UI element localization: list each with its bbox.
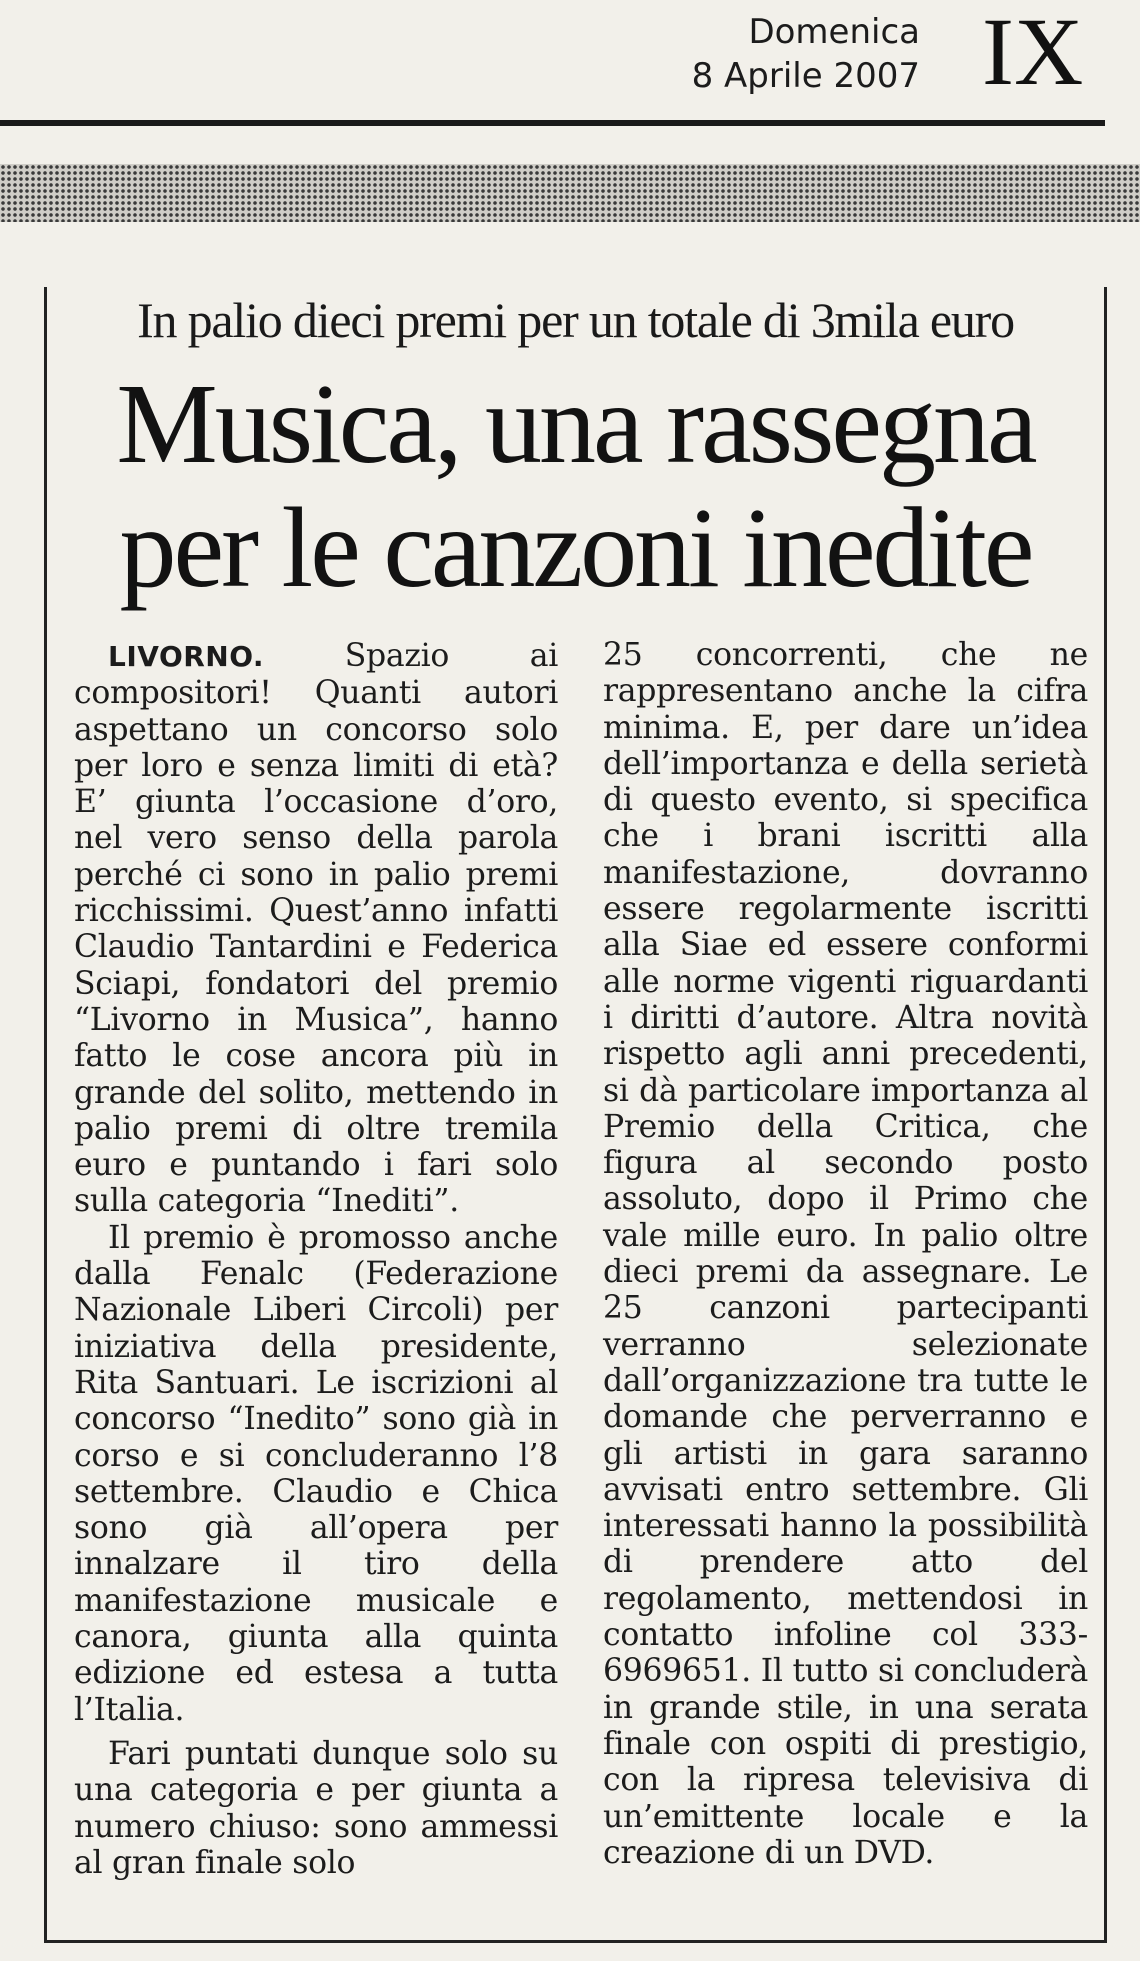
paragraph: Fari puntati dunque solo su una categoria e per giunta a numero chiuso: sono ammessi al gran finale solo	[74, 1735, 558, 1881]
page-number: IX	[982, 0, 1084, 105]
header-rule	[0, 120, 1105, 126]
paragraph	[74, 638, 558, 1220]
dateline: LIVORNO.	[108, 640, 265, 673]
article-kicker: In palio dieci premi per un totale di 3mila euro	[137, 292, 1014, 348]
article-headline	[44, 362, 1107, 610]
paragraph-text: Spazio ai compositori! Quanti autori aspettano un concorso solo per loro e senza limiti di età? E’ giunta l’occasione d’oro, nel vero senso della parola perché ci sono in palio premi ricchissimi. Quest’anno infatti Claudio Tantardini e Federica Sciapi, fondatori del premio “Livorno in Musica”, hanno fatto le cose ancora più in grande del solito, mettendo in palio premi di oltre tremila euro e puntando i fari solo sulla categoria “Inediti”.	[74, 638, 559, 1220]
date: 8 Aprile 2007	[691, 56, 920, 96]
headline-line-2: per le canzoni inedite	[119, 484, 1032, 611]
page-date	[640, 10, 920, 98]
halftone-band	[0, 164, 1140, 222]
paragraph: Il premio è promosso anche dalla Fenalc (Federazione Nazionale Liberi Circoli) per iniziativa della presidente, Rita Santuari. Le iscrizioni al concorso “Inedito” sono già in corso e si concluderanno l’8 settembre. Claudio e Chica sono già all’opera per innalzare il tiro della manifestazione musicale e canora, giunta alla quinta edizione ed estesa a tutta l’Italia.	[74, 1219, 558, 1728]
paragraph: 25 concorrenti, che ne rappresentano anche la cifra minima. E, per dare un’idea dell’importanza e della serietà di questo evento, si specifica che i brani iscritti alla manifestazione, dovranno essere regolarmente iscritti alla Siae ed essere conformi alle norme vigenti riguardanti i diritti d’autore. Altra novità rispetto agli anni precedenti, si dà particolare importanza al Premio della Critica, che figura al secondo posto assoluto, dopo il Primo che vale mille euro. In palio oltre dieci premi da assegnare. Le 25 canzoni partecipanti verranno selezionate dall’organizzazione tra tutte le domande che perverranno e gli artisti in gara saranno avvisati entro settembre. Gli interessati hanno la possibilità di prendere atto del regolamento, mettendosi in contatto infoline col 333-6969651. Il tutto si concluderà in grande stile, in una serata finale con ospiti di prestigio, con la ripresa televisiva di un’emittente locale e la creazione di un DVD.	[603, 637, 1088, 1871]
article-column-left	[74, 638, 558, 1881]
article-column-right	[603, 637, 1088, 1871]
weekday: Domenica	[748, 12, 920, 52]
headline-line-1: Musica, una rassegna	[116, 360, 1035, 487]
